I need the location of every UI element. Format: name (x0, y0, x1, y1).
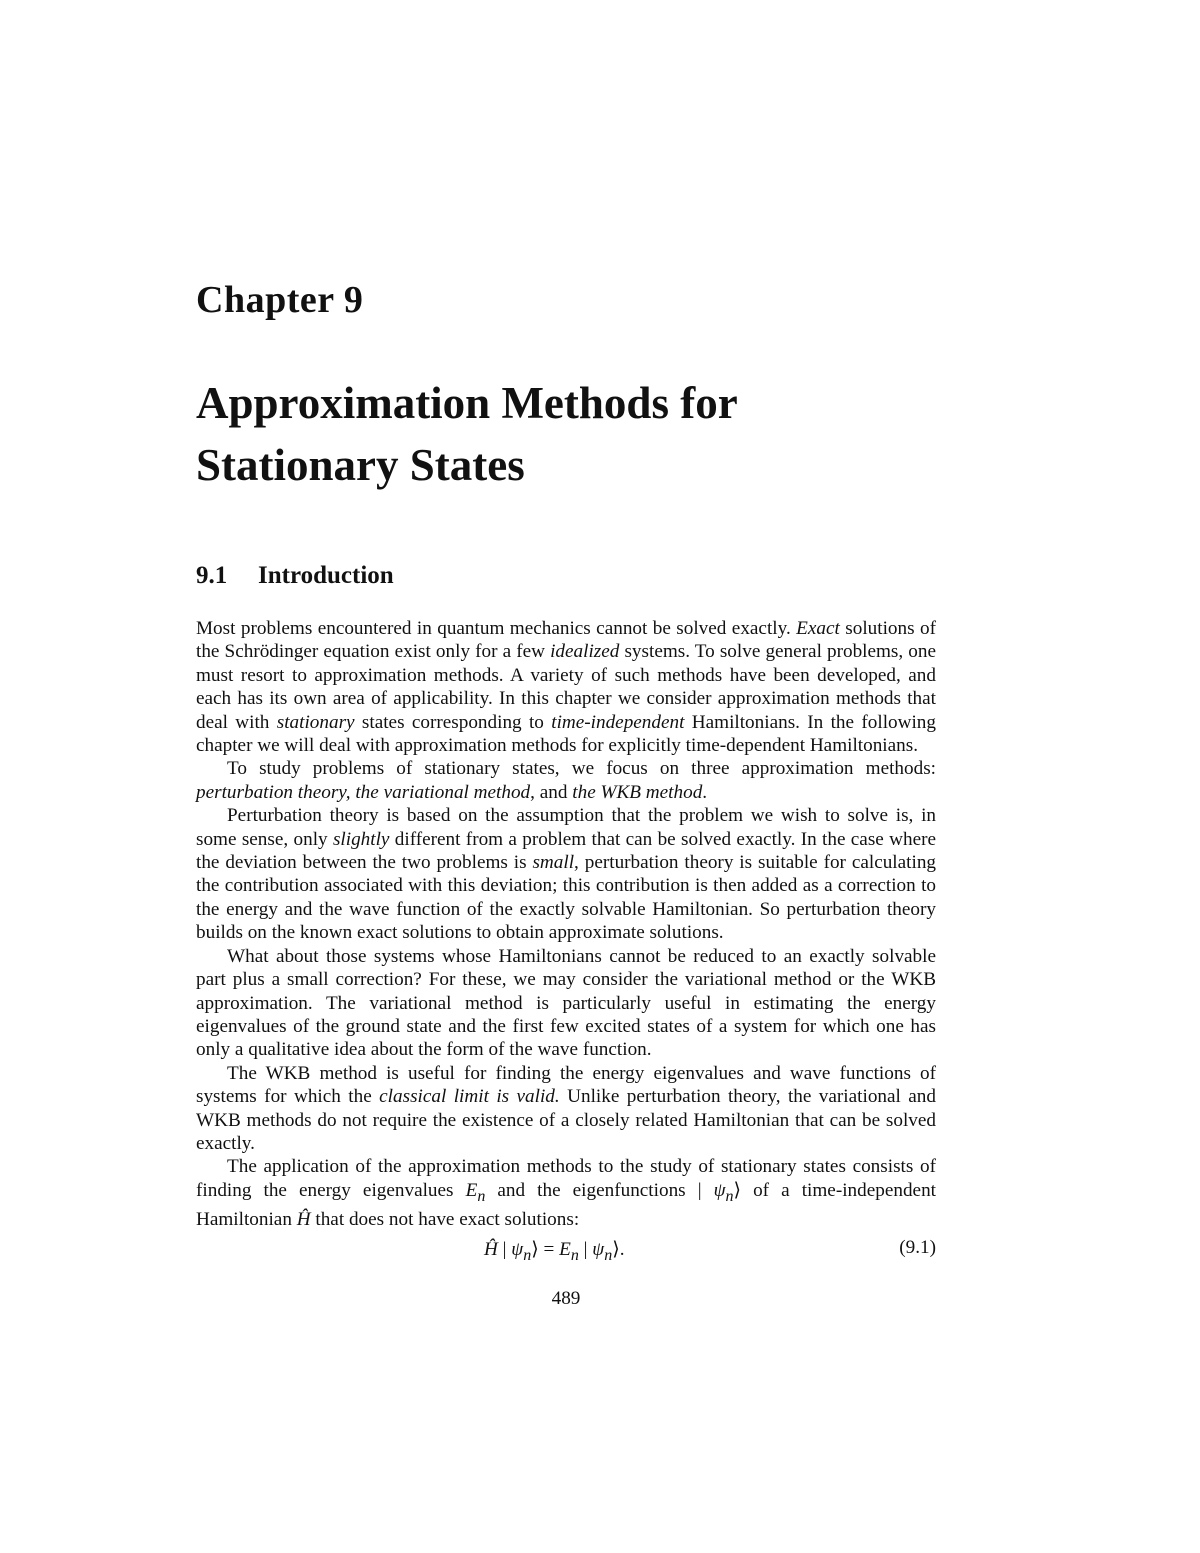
paragraph-2 (196, 757, 936, 804)
math-symbol: E (465, 1179, 478, 1201)
emphasis: classical limit is valid. (379, 1086, 560, 1108)
math-text: ⟩ = (531, 1239, 560, 1260)
section-heading (196, 562, 394, 590)
paragraph-4 (196, 945, 936, 1062)
section-number: 9.1 (196, 562, 228, 589)
section-title: Introduction (258, 562, 394, 589)
text-run: The application of the approximation methods to the study of stationary states consists of finding the energy eigenvalues (196, 1156, 936, 1201)
text-run: The WKB method is useful for finding the energy eigenvalues and wave functions of systems for which the (196, 1062, 936, 1108)
text-run: Most problems encountered in quantum mechanics cannot be solved exactly. (196, 618, 797, 639)
math-symbol: ψ (713, 1179, 726, 1201)
text-run: different from a problem that can be solved exactly. In the case where the deviation between the two problems is (196, 828, 936, 874)
math-symbol: E (559, 1239, 571, 1260)
emphasis: Exact (796, 618, 840, 639)
emphasis: idealized (550, 641, 620, 663)
math-symbol: ψ (592, 1239, 605, 1260)
emphasis: time-independent (551, 711, 685, 733)
emphasis: slightly (332, 828, 390, 850)
text-run: , perturbation theory is suitable for calculating the contribution associated with this deviation; this contribution is then added as a correction to the energy and the wave function of the exactly solvable Hamiltonian. So perturbation theory builds on the known exact solutions to obtain approximate solutions. (196, 852, 937, 944)
book-page (196, 0, 936, 1553)
text-run: What about those systems whose Hamiltonians cannot be reduced to an exactly solvable part plus a small correction? For these, we may consider the variational method or the WKB approximation. The variational method is particularly useful in estimating the energy eigenvalues of the ground state and the first few excited states of a system for which one has only a qualitative idea about the form of the wave function. (196, 945, 936, 1061)
text-run: that does not have exact solutions: (310, 1208, 580, 1230)
text-run: Hamiltonians. In the following chapter we will deal with approximation methods for explicitly time-dependent Hamiltonians. (196, 711, 936, 757)
math-symbol: Ĥ (296, 1208, 311, 1230)
equation-9-1 (196, 1237, 936, 1265)
text-run: states corresponding to (354, 711, 552, 733)
math-subscript: n (477, 1187, 486, 1205)
math-subscript: n (523, 1246, 532, 1264)
math-text: ⟩. (612, 1239, 625, 1260)
text-run: Perturbation theory is based on the assumption that the problem we wish to solve is, in some sense, only (196, 805, 936, 850)
equation-body (484, 1237, 625, 1265)
paragraph-3 (196, 804, 936, 944)
math-symbol: Ĥ (484, 1239, 498, 1260)
chapter-title-line-2: Stationary States (196, 440, 525, 490)
paragraph-6 (196, 1155, 936, 1231)
paragraph-1 (196, 617, 936, 757)
math-text: | (497, 1239, 512, 1260)
body-text (196, 617, 936, 1231)
math-subscript: n (604, 1246, 613, 1264)
math-symbol: ψ (511, 1239, 524, 1260)
paragraph-5 (196, 1062, 936, 1156)
emphasis: the WKB method (572, 781, 703, 803)
text-run: and the eigenfunctions | (485, 1179, 714, 1201)
page-number: 489 (551, 1288, 581, 1309)
text-run: . (702, 781, 708, 803)
chapter-title (196, 372, 936, 496)
chapter-title-line-1: Approximation Methods for (196, 378, 738, 428)
equation-number: (9.1) (899, 1237, 936, 1258)
text-run: solutions of the Schrödinger equation exist only for a few (196, 618, 936, 663)
emphasis: small (532, 852, 575, 874)
text-run: Unlike perturbation theory, the variational and WKB methods do not require the existence of a closely related Hamiltonian that can be solved exactly. (196, 1086, 936, 1154)
math-text: | (578, 1239, 593, 1260)
text-run: systems. To solve general problems, one must resort to approximation methods. A variety of such methods have been developed, and each has its own area of applicability. In this chapter we consider approximation methods that deal with (196, 641, 937, 733)
emphasis: perturbation theory, the variational method (196, 781, 531, 803)
text-run: ⟩ of a time-independent Hamiltonian (196, 1179, 936, 1230)
chapter-label: Chapter 9 (196, 279, 364, 321)
text-run: To study problems of stationary states, we focus on three approximation methods: (227, 758, 936, 780)
text-run: , and (530, 781, 573, 803)
math-subscript: n (725, 1187, 734, 1205)
emphasis: stationary (276, 711, 355, 733)
math-subscript: n (570, 1246, 579, 1264)
